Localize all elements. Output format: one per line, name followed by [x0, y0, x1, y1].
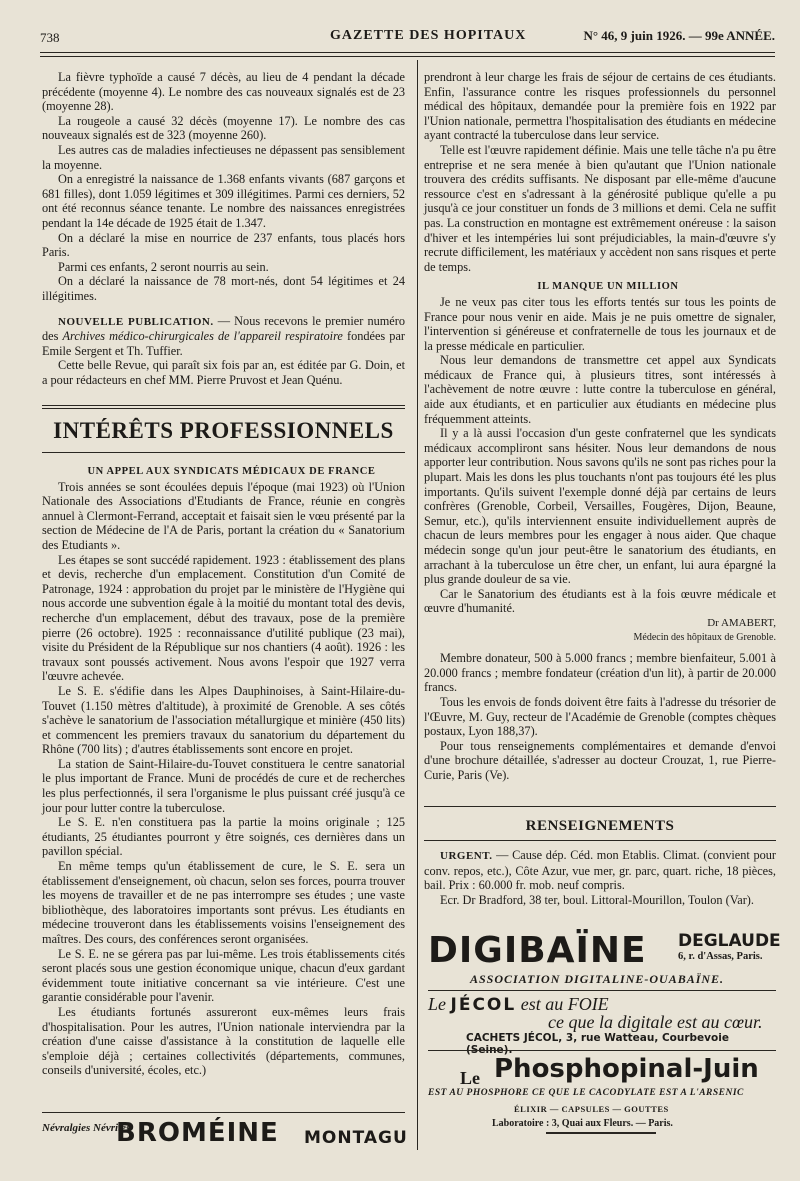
page-number: 738: [40, 30, 60, 45]
digibaine-name: DIGIBAÏNE: [428, 930, 647, 971]
paragraph: Les étapes se sont succédé rapidement. 1923 : établissement des plans et devis, recherche d'un emplacement. Constitution d'un Comité de Patronage, 1924 : approbation du projet par le ministère de l'Hygiène qui nous accorde une subvention égale à la moitié du montant total des devis, recherche d'un emplacement, début des travaux, pose de la première pierre (26 octobre). 1925 : reconnaissance d'utilité publique (23 mai), visite du Président de la République sur nos chantiers (4 août). 1926 : les travaux sont poussés activement. Nous avons l'espoir que 1927 verra l'œuvre achevée.: [42, 552, 405, 684]
paragraph: On a déclaré la naissance de 78 mort-nés, dont 54 légitimes et 24 illégitimes.: [42, 274, 405, 303]
paragraph: Le S. E. n'en constituera pas la partie la moins originale ; 125 étudiants, 25 étudiantes pourront y être soignés, ces dernières dans un pavillon spécial.: [42, 815, 405, 859]
ad-rule: [42, 1112, 405, 1113]
urgent-ad: [424, 848, 776, 893]
appeal-title: UN APPEL AUX SYNDICATS MÉDICAUX DE FRANCE: [87, 466, 376, 477]
renseignements-rule-2: [424, 840, 776, 841]
phosphopinal-name: Phosphopinal-Juin: [494, 1054, 759, 1084]
bromeine-indications: Névralgies Névrites: [42, 1122, 131, 1134]
paragraph: La fièvre typhoïde a causé 7 décès, au lieu de 4 pendant la décade précédente (moyenne 4). Le nombre des cas nouveaux signalés est de 23 (moyenne 28).: [42, 70, 405, 114]
jecol-ad: [428, 994, 778, 1056]
phosphopinal-ad: [428, 1054, 778, 1144]
paragraph: Membre donateur, 500 à 5.000 francs ; membre bienfaiteur, 5.001 à 20.000 francs ; membre fondateur (création d'un lit), à partir de 20.000 francs.: [424, 651, 776, 695]
million-subhead: IL MANQUE UN MILLION: [537, 281, 679, 293]
paragraph: Car le Sanatorium des étudiants est à la fois œuvre médicale et œuvre d'humanité.: [424, 586, 776, 616]
section-rule: [42, 405, 405, 406]
publication-text: — Nous recevons le premier numéro des: [42, 313, 406, 344]
jecol-line-2: ce que la digitale est au cœur.: [548, 1012, 763, 1032]
left-column-stats: [42, 70, 405, 387]
section-rule-3: [42, 452, 405, 453]
paragraph: En même temps qu'un établissement de cure, le S. E. sera un établissement d'enseignement, où chacun, selon ses forces, pourra trouver les moyens de travailler et de ne pas interrompre ses études ; une vaste bibliothèque, des laboratoires importants sont prévus. Les étudiants en médecine trouveront dans les établissements voisins l'enseignement des maîtres. Des cours, des conférences seront organisées.: [42, 859, 405, 946]
renseignements-rule: [424, 806, 776, 807]
issue-info: N° 46, 9 juin 1926. — 99e ANNÉE.: [583, 28, 775, 43]
digibaine-address: 6, r. d'Assas, Paris.: [678, 951, 763, 962]
paragraph: On a déclaré la mise en nourrice de 237 enfants, tous placés hors Paris.: [42, 230, 405, 260]
phosphopinal-laboratory: Laboratoire : 3, Quai aux Fleurs. — Paris.: [492, 1118, 673, 1129]
publication-title: Archives médico-chirurgicales de l'appareil respiratoire: [62, 329, 343, 344]
bromeine-maker: MONTAGU: [304, 1128, 408, 1148]
paragraph: On a enregistré la naissance de 1.368 enfants vivants (687 garçons et 681 filles), dont 1.059 légitimes et 309 illégitimes. Parmi ces derniers, 52 ont été reconnus séance tenante. Le nombre des naissances enregistrées pendant la 14e décade de 1925 était de 1.347.: [42, 172, 405, 230]
journal-title: GAZETTE DES HOPITAUX: [330, 28, 527, 43]
publication-paragraph: [42, 314, 405, 359]
digibaine-maker: DEGLAUDE: [678, 931, 781, 951]
paragraph: Nous leur demandons de transmettre cet appel aux Syndicats médicaux de France qui, à plusieurs titres, sont intéressés à l'achèvement de notre œuvre : lutte contre la tuberculose en général, aide aux étudiants, et en particulier aux étudiants en médecine plus fréquemment atteints.: [424, 353, 776, 426]
ad-rule: [428, 990, 776, 991]
urgent-label: URGENT.: [440, 850, 493, 862]
paragraph: La rougeole a causé 32 décès (moyenne 17). Le nombre des cas nouveaux signalés est de 323 (moyenne 260).: [42, 113, 405, 143]
paragraph: Le S. E. s'édifie dans les Alpes Dauphinoises, à Saint-Hilaire-du-Touvet (1.150 mètres d'altitude), à proximité de Grenoble. A ses côtés s'achève le sanatorium de l'association métallurgique et minière (450 lits) et commencent les premiers travaux du sanatorium du département du Rhône (700 lits) ; d'autres établissements sont encore en projet.: [42, 683, 405, 757]
jecol-name: JÉCOL: [450, 995, 517, 1015]
ornament-rule: [546, 1132, 656, 1134]
jecol-le: Le: [428, 994, 451, 1014]
bromeine-name: BROMÉINE: [116, 1118, 279, 1148]
renseignements-title: RENSEIGNEMENTS: [525, 818, 675, 834]
digibaine-association: ASSOCIATION DIGITALINE-OUABAÏNE.: [470, 972, 725, 986]
paragraph: Les étudiants fortunés assureront eux-mêmes leurs frais d'hospitalisation. Pour les autres, l'Union nationale interviendra par la création d'une caisse d'assistance à la constitution de laquelle elle s'emploie déjà ; certaines collectivités (départements, communes, conseils d'université, écoles, etc.): [42, 1004, 405, 1078]
urgent-contact: Ecr. Dr Bradford, 38 ter, boul. Littoral-Mourillon, Toulon (Var).: [440, 892, 754, 907]
paragraph: Telle est l'œuvre rapidement définie. Mais une telle tâche n'a pu être entreprise et ne sera menée à bien qu'autant que l'Union nationale trouvera des crédits suffisants. Ne disposant par elle-même d'aucune ressource c'est en s'adressant à la générosité publique qu'elle a pu jusqu'à ce jour constituer un fonds de 3 millions et demi. Cela ne suffit pas. La construction en montagne est extrêmement onéreuse : la saison d'hiver et les intempéries lui sont préjudiciables, la main-d'œuvre s'y recrute difficilement, les matériaux y accèdent non sans risques et perte de temps.: [424, 142, 776, 274]
paragraph: prendront à leur charge les frais de séjour de certains de ces étudiants. Enfin, l'assurance contre les risques professionnels du personnel médical des hôpitaux, demandée pour la première fois en 1922 par l'Union nationale, permettra l'hospitalisation des étudiants en médecine ayant contracté la tuberculose dans leur service.: [424, 70, 776, 143]
publication-text: fondées par Emile Sergent et Th. Tuffier.: [42, 329, 406, 358]
publication-label: NOUVELLE PUBLICATION.: [58, 315, 214, 328]
paragraph: Il y a là aussi l'occasion d'un geste confraternel que les syndicats médicaux accompliront sans hésiter. Nous leur demandons de nous apporter leur contribution. Nous savons qu'ils ne sont pas riches pour la plupart. Mais les dons les plus touchants n'ont pas toujours été les plus importants. Qu'ils suivent l'exemple donné déjà par certains de leurs confrères (Grenoble, Corbeil, Versailles, Fougères, Dijon, Beaune, Semur, etc.), qu'ils interviennent ensuite individuellement auprès de chacun de leurs membres pour les engager à nous aider. Que chaque médecin songe qu'un jour peut-être le sanatorium des étudiants, en arrachant à la tuberculose un être cher, un enfant, lui aura épargné la plus grande douleur de sa vie.: [424, 426, 776, 587]
urgent-text: — Cause dép. Céd. mon Etablis. Climat. (convient pour conv. repos, etc.), Côte Azur, vue mer, gr. parc, quart. riche, 18 pièces, bail. Prix : 60.000 fr. mob. neuf compris.: [424, 848, 776, 893]
right-column-text: [424, 70, 776, 783]
column-divider: [417, 60, 418, 1150]
jecol-line-1-text: est au FOIE: [516, 994, 609, 1014]
paragraph: La station de Saint-Hilaire-du-Touvet constituera le centre sanatorial le plus important de France. Muni de procédés de cure et de recherches les plus perfectionnés, il sera l'organisme le plus puissant créé jusqu'à ce jour pour lutter contre la tuberculose.: [42, 756, 405, 815]
ad-rule: [428, 1050, 776, 1051]
paragraph: Le S. E. ne se gérera pas par lui-même. Les trois établissements cités seront placés sous une gestion économique unique, chacun d'eux gardant évidemment toute initiative concernant sa vie intérieure. C'est une garantie considérable pour l'avenir.: [42, 946, 405, 1005]
paragraph: Les autres cas de maladies infectieuses ne dépassent pas sensiblement la moyenne.: [42, 142, 405, 172]
header-rule-2: [40, 56, 775, 57]
header-rule: [40, 52, 775, 53]
paragraph: Trois années se sont écoulées depuis l'époque (mai 1923) où l'Union Nationale des Associations d'Etudiants de France, réunie en congrès annuel à Clermont-Ferrand, acceptait et faisait sien le vœu présenté par la section de Médecine de l'A de Paris, portant la création du « Sanatorium des Etudiants ».: [42, 479, 405, 552]
paragraph: Tous les envois de fonds doivent être faits à l'adresse du trésorier de l'Œuvre, M. Guy, recteur de l'Académie de Grenoble (comptes chèques postaux, Lyon 188,37).: [424, 694, 776, 739]
signature-title: Médecin des hôpitaux de Grenoble.: [633, 631, 776, 643]
paragraph: Cette belle Revue, qui paraît six fois par an, est éditée par G. Doin, et a pour rédacteurs en chef MM. Pierre Pruvost et Jean Quénu.: [42, 358, 405, 387]
phosphopinal-le: Le: [460, 1068, 480, 1088]
paragraph: Je ne veux pas citer tous les efforts tentés sur tous les points de France pour nous venir en aide. Mais je ne puis omettre de signaler, l'intervention si généreuse et confraternelle de tous les journaux et de la presse médicale en particulier.: [424, 294, 776, 353]
section-rule-2: [42, 408, 405, 409]
paragraph: Pour tous renseignements complémentaires et demande d'envoi d'une brochure détaillée, s'adresser au docteur Crouzat, 1, rue Pierre-Curie, Paris (Ve).: [424, 738, 776, 782]
left-column-appeal: [42, 465, 405, 1078]
digibaine-ad: [428, 930, 781, 990]
bromeine-ad: [42, 1118, 408, 1158]
signature-name: Dr AMABERT,: [707, 616, 776, 629]
page-header: [40, 22, 775, 48]
jecol-address: CACHETS JÉCOL, 3, rue Watteau, Courbevoie (Seine).: [466, 1032, 729, 1056]
section-title: INTÉRÊTS PROFESSIONNELS: [53, 418, 394, 443]
phosphopinal-slogan: EST AU PHOSPHORE CE QUE LE CACODYLATE EST A L'ARSENIC: [428, 1088, 744, 1098]
paragraph: Parmi ces enfants, 2 seront nourris au sein.: [58, 259, 269, 274]
phosphopinal-forms: ÉLIXIR — CAPSULES — GOUTTES: [514, 1104, 669, 1114]
classified-ad: [424, 848, 776, 907]
